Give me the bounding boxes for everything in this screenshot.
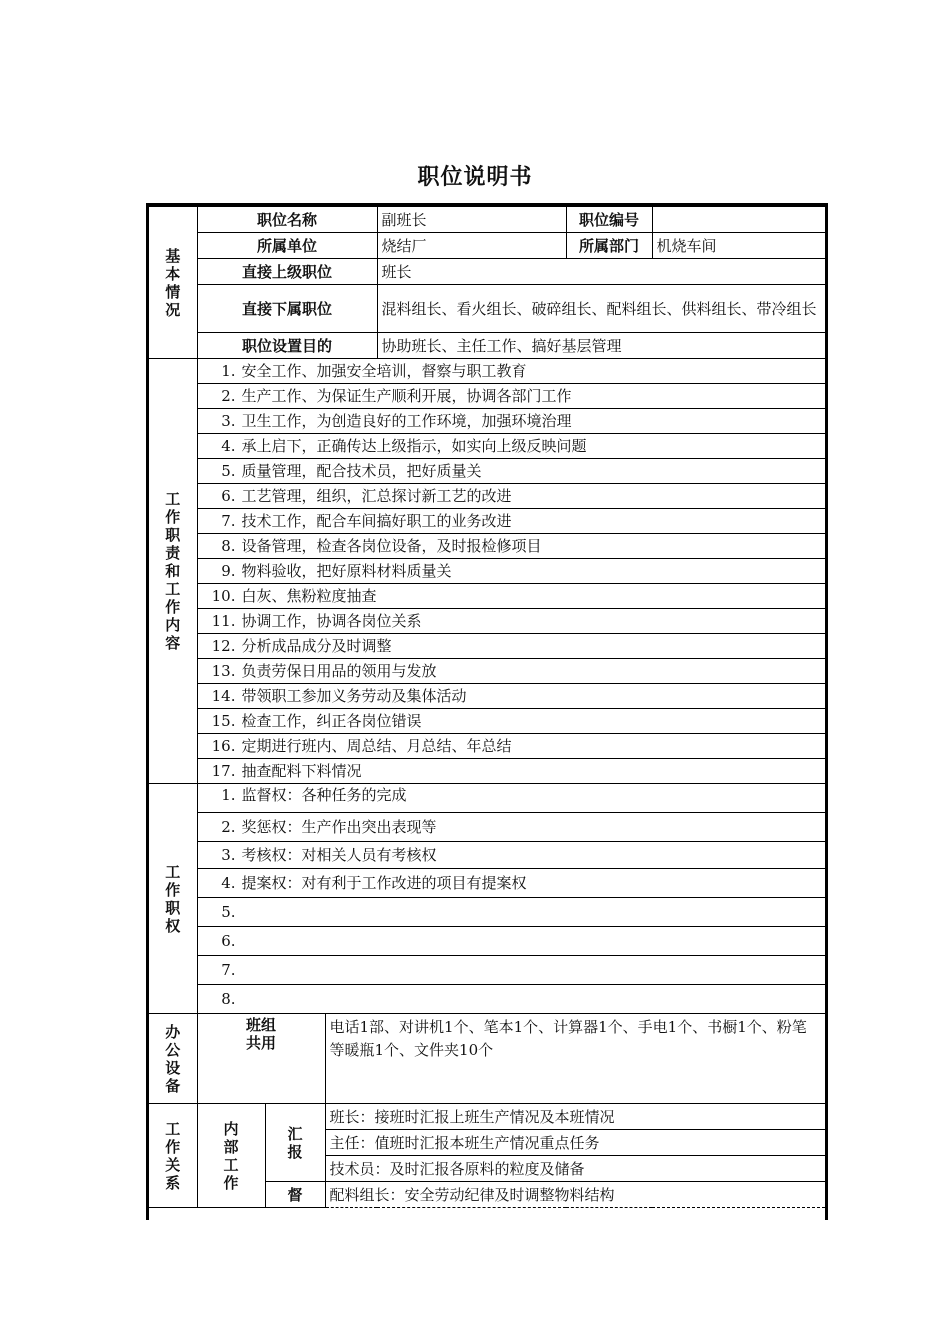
table-row bbox=[149, 484, 825, 509]
table-row bbox=[149, 734, 825, 759]
report-label: 汇报 bbox=[265, 1104, 325, 1182]
duty-item: 16. 定期进行班内、周总结、月总结、年总结 bbox=[197, 734, 825, 759]
duty-item: 17. 抽查配料下料情况 bbox=[197, 759, 825, 784]
supervise-label: 督 bbox=[265, 1182, 325, 1208]
section-relations: 工作关系 bbox=[149, 1104, 197, 1208]
purpose-value: 协助班长、主任工作、搞好基层管理 bbox=[377, 333, 825, 359]
authority-item: 3. 考核权：对相关人员有考核权 bbox=[197, 842, 825, 869]
superior-value: 班长 bbox=[377, 259, 825, 285]
position-code-label: 职位编号 bbox=[566, 207, 652, 233]
duty-item: 12. 分析成品成分及时调整 bbox=[197, 634, 825, 659]
table-row bbox=[149, 842, 825, 869]
duty-item: 15. 检查工作，纠正各岗位错误 bbox=[197, 709, 825, 734]
relation-item: 主任：值班时汇报本班生产情况重点任务 bbox=[325, 1130, 825, 1156]
relation-item: 班长：接班时汇报上班生产情况及本班情况 bbox=[325, 1104, 825, 1130]
table-row bbox=[149, 813, 825, 842]
equipment-shared-label: 班组共用 bbox=[197, 1014, 325, 1104]
authority-item: 4. 提案权：对有利于工作改进的项目有提案权 bbox=[197, 869, 825, 898]
authority-item: 5. bbox=[197, 898, 825, 927]
duty-item: 8. 设备管理，检查各岗位设备，及时报检修项目 bbox=[197, 534, 825, 559]
table-row bbox=[149, 927, 825, 956]
unit-value: 烧结厂 bbox=[377, 233, 566, 259]
equipment-list: 电话1部、对讲机1个、笔本1个、计算器1个、手电1个、书橱1个、粉笔等暖瓶1个、文件夹10个 bbox=[325, 1014, 825, 1104]
authority-item: 8. bbox=[197, 985, 825, 1014]
table-row bbox=[149, 609, 825, 634]
table-row bbox=[149, 409, 825, 434]
duty-item: 5. 质量管理，配合技术员，把好质量关 bbox=[197, 459, 825, 484]
department-value: 机烧车间 bbox=[652, 233, 825, 259]
authority-item: 6. bbox=[197, 927, 825, 956]
table-row bbox=[149, 559, 825, 584]
section-duties: 工作职责和工作内容 bbox=[149, 359, 197, 784]
relation-item: 配料组长：安全劳动纪律及时调整物料结构 bbox=[325, 1182, 825, 1208]
position-name-value: 副班长 bbox=[377, 207, 566, 233]
table-row bbox=[149, 759, 825, 784]
table-row bbox=[149, 898, 825, 927]
table-row bbox=[149, 634, 825, 659]
subordinate-label: 直接下属职位 bbox=[197, 285, 377, 333]
purpose-label: 职位设置目的 bbox=[197, 333, 377, 359]
table-row bbox=[149, 869, 825, 898]
duty-item: 9. 物料验收，把好原料材料质量关 bbox=[197, 559, 825, 584]
authority-item: 7. bbox=[197, 956, 825, 985]
section-basic: 基本情况 bbox=[149, 207, 197, 359]
table-row bbox=[149, 509, 825, 534]
table-row bbox=[149, 584, 825, 609]
superior-label: 直接上级职位 bbox=[197, 259, 377, 285]
page-title: 职位说明书 bbox=[417, 165, 533, 190]
duty-item: 14. 带领职工参加义务劳动及集体活动 bbox=[197, 684, 825, 709]
section-authority: 工作职权 bbox=[149, 784, 197, 1014]
table-row bbox=[149, 534, 825, 559]
relation-item: 技术员：及时汇报各原料的粒度及储备 bbox=[325, 1156, 825, 1182]
duty-item: 6. 工艺管理，组织，汇总探讨新工艺的改进 bbox=[197, 484, 825, 509]
table-row bbox=[149, 434, 825, 459]
duty-item: 3. 卫生工作，为创造良好的工作环境，加强环境治理 bbox=[197, 409, 825, 434]
unit-label: 所属单位 bbox=[197, 233, 377, 259]
duty-item: 1. 安全工作、加强安全培训，督察与职工教育 bbox=[197, 359, 825, 384]
table-row bbox=[149, 659, 825, 684]
section-equipment: 办公设备 bbox=[149, 1014, 197, 1104]
department-label: 所属部门 bbox=[566, 233, 652, 259]
table-row bbox=[149, 459, 825, 484]
table-row bbox=[149, 384, 825, 409]
table-row bbox=[149, 684, 825, 709]
authority-item: 2. 奖惩权：生产作出突出表现等 bbox=[197, 813, 825, 842]
position-name-label: 职位名称 bbox=[197, 207, 377, 233]
table-row bbox=[149, 359, 825, 384]
duty-item: 11. 协调工作，协调各岗位关系 bbox=[197, 609, 825, 634]
table-row bbox=[149, 784, 825, 813]
internal-work-label: 内部工作 bbox=[197, 1104, 265, 1208]
duty-item: 10. 白灰、焦粉粒度抽查 bbox=[197, 584, 825, 609]
duty-item: 13. 负责劳保日用品的领用与发放 bbox=[197, 659, 825, 684]
duty-item: 7. 技术工作，配合车间搞好职工的业务改进 bbox=[197, 509, 825, 534]
subordinate-value: 混料组长、看火组长、破碎组长、配料组长、供料组长、带冷组长 bbox=[377, 285, 825, 333]
authority-item: 1. 监督权：各种任务的完成 bbox=[197, 784, 825, 813]
duty-item: 4. 承上启下，正确传达上级指示，如实向上级反映问题 bbox=[197, 434, 825, 459]
table-row bbox=[149, 956, 825, 985]
job-description-table bbox=[149, 206, 826, 1208]
position-code-value bbox=[652, 207, 825, 233]
duty-item: 2. 生产工作、为保证生产顺利开展，协调各部门工作 bbox=[197, 384, 825, 409]
table-row bbox=[149, 709, 825, 734]
table-row bbox=[149, 985, 825, 1014]
